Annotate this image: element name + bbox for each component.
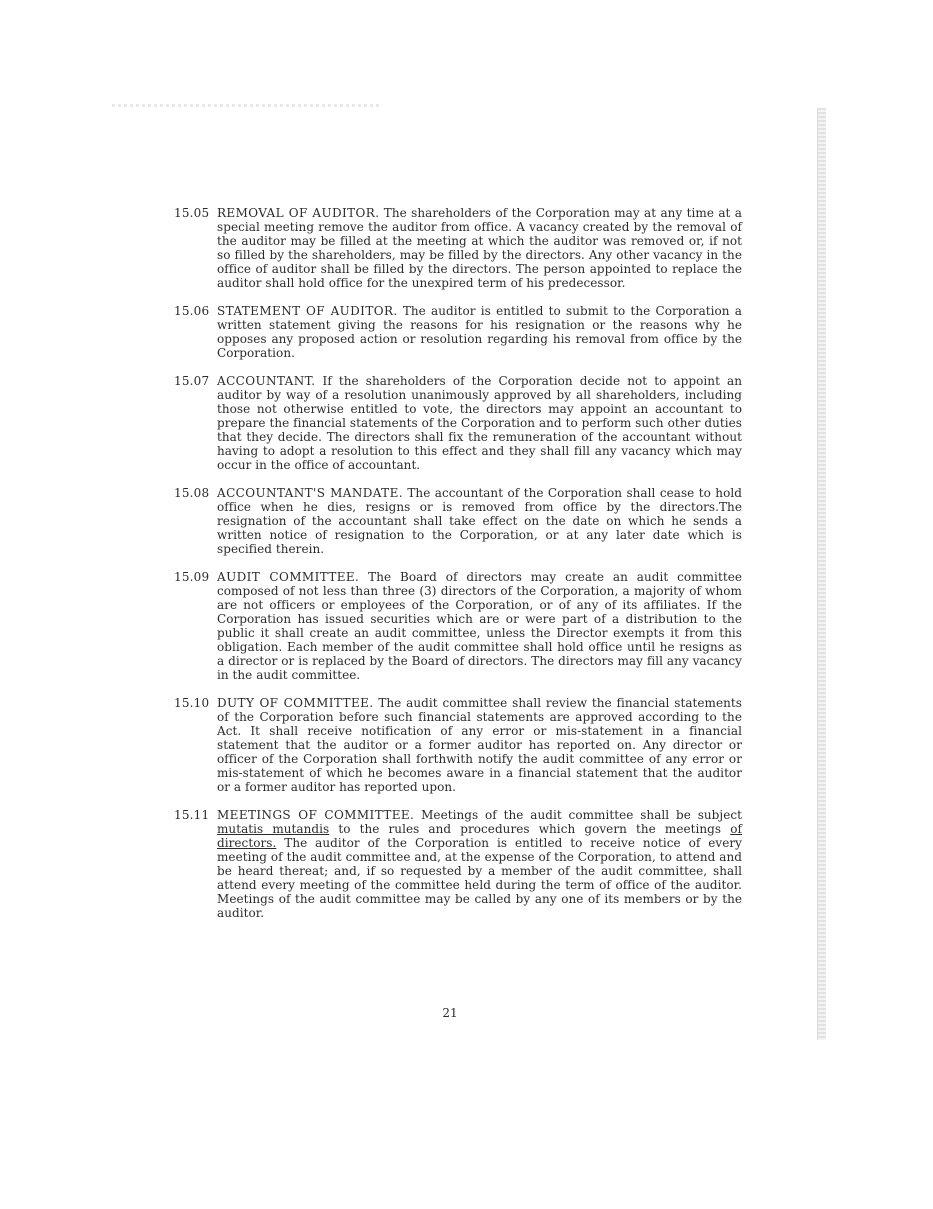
section-text: The auditor of the Corporation is entitled to receive notice of every meeting of the audit committee and, at the expense of the Corporation, to attend and be heard thereat; and, if so requested by a member of the audit committee, shall attend every meeting of the committee held during the term of office of the auditor. Meetings of the audit committee may be called by any one of its members or by the auditor. bbox=[217, 836, 742, 920]
underlined-term: of directors. bbox=[217, 822, 742, 850]
section-heading: DUTY OF COMMITTEE. bbox=[217, 696, 374, 710]
section-body bbox=[217, 570, 742, 682]
section-15-06 bbox=[174, 304, 742, 360]
section-15-05 bbox=[174, 206, 742, 290]
section-15-08 bbox=[174, 486, 742, 556]
underlined-term: mutatis mutandis bbox=[217, 822, 330, 836]
scan-artifact-right-edge bbox=[817, 108, 826, 1040]
section-text: The Board of directors may create an audit committee composed of not less than three (3) directors of the Corporation, a majority of whom are not officers or employees of the Corporation, or of any of its affiliates. If the Corporation has issued securities which are or were part of a distribution to the public it shall create an audit committee, unless the Director exempts it from this obligation. Each member of the audit committee shall hold office until he resigns as a director or is replaced by the Board of directors. The directors may fill any vacancy in the audit committee. bbox=[217, 570, 742, 682]
section-body bbox=[217, 486, 742, 556]
section-15-11 bbox=[174, 808, 742, 920]
section-heading: ACCOUNTANT'S MANDATE. bbox=[217, 486, 403, 500]
section-text: The auditor is entitled to submit to the Corporation a written statement giving the reasons for his resignation or the reasons why he opposes any proposed action or resolution regarding his removal from office by the Corporation. bbox=[217, 304, 743, 360]
section-body bbox=[217, 808, 742, 920]
section-number: 15.07 bbox=[174, 374, 210, 388]
section-15-07 bbox=[174, 374, 742, 472]
section-body bbox=[217, 206, 742, 290]
section-body bbox=[217, 696, 742, 794]
section-number: 15.06 bbox=[174, 304, 210, 318]
scan-artifact-top bbox=[112, 104, 382, 107]
section-number: 15.05 bbox=[174, 206, 210, 220]
section-text: The accountant of the Corporation shall cease to hold office when he dies, resigns or is removed from office by the directors.The resignation of the accountant shall take effect on the date on which he sends a written notice of resignation to the Corporation, or at any later date which is specified therein. bbox=[217, 486, 742, 556]
section-number: 15.10 bbox=[174, 696, 210, 710]
section-heading: ACCOUNTANT. bbox=[217, 374, 316, 388]
section-number: 15.09 bbox=[174, 570, 210, 584]
section-body bbox=[217, 374, 742, 472]
section-text: Meetings of the audit committee shall be subject bbox=[421, 808, 742, 822]
section-text: If the shareholders of the Corporation decide not to appoint an auditor by way of a resolution unanimously approved by all shareholders, including those not otherwise entitled to vote, the directors may appoint an accountant to prepare the financial statements of the Corporation and to perform such other duties that they decide. The directors shall fix the remuneration of the accountant without having to adopt a resolution to this effect and they shall fill any vacancy which may occur in the office of accountant. bbox=[217, 374, 742, 472]
section-text: to the rules and procedures which govern the meetings bbox=[338, 822, 722, 836]
section-heading: AUDIT COMMITTEE. bbox=[217, 570, 360, 584]
section-body bbox=[217, 304, 742, 360]
section-heading: STATEMENT OF AUDITOR. bbox=[217, 304, 398, 318]
document-body bbox=[174, 206, 742, 934]
page-number: 21 bbox=[442, 1006, 458, 1020]
section-number: 15.08 bbox=[174, 486, 210, 500]
section-text: The shareholders of the Corporation may at any time at a special meeting remove the auditor from office. A vacancy created by the removal of the auditor may be filled at the meeting at which the auditor was removed or, if not so filled by the shareholders, may be filled by the directors. Any other vacancy in the office of auditor shall be filled by the directors. The person appointed to replace the auditor shall hold office for the unexpired term of his predecessor. bbox=[217, 206, 742, 290]
section-heading: REMOVAL OF AUDITOR. bbox=[217, 206, 380, 220]
section-text: The audit committee shall review the financial statements of the Corporation before such financial statements are approved according to the Act. It shall receive notification of any error or mis-statement in a financial statement that the auditor or a former auditor has reported on. Any director or officer of the Corporation shall forthwith notify the audit committee of any error or mis-statement of which he becomes aware in a financial statement that the auditor or a former auditor has reported upon. bbox=[217, 696, 742, 794]
section-heading: MEETINGS OF COMMITTEE. bbox=[217, 808, 415, 822]
section-15-09 bbox=[174, 570, 742, 682]
section-15-10 bbox=[174, 696, 742, 794]
section-number: 15.11 bbox=[174, 808, 210, 822]
